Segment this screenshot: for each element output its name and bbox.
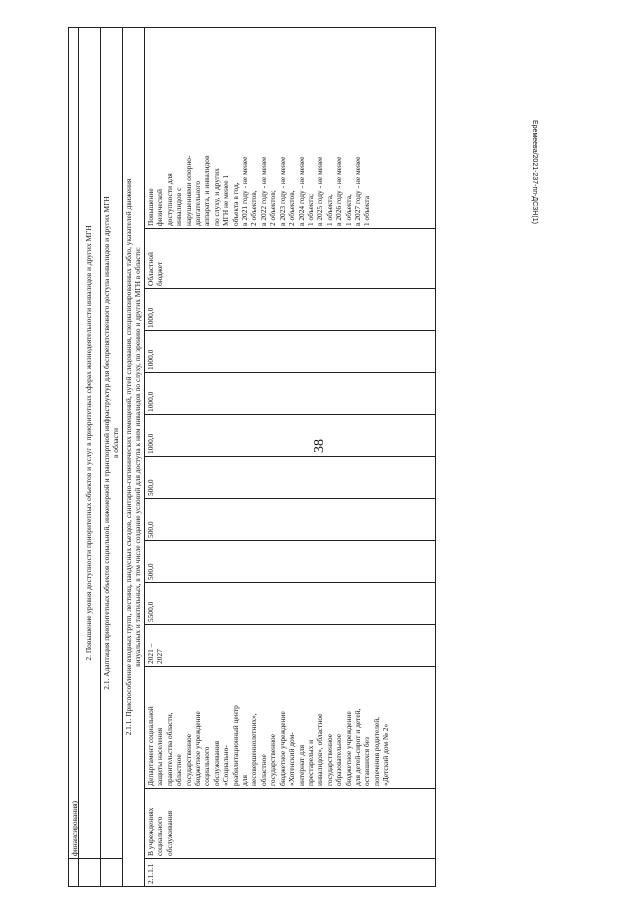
result-line: МГН не менее 1: [221, 174, 231, 226]
name-line: обслуживания: [164, 810, 174, 856]
executor-line: обслуживания: [211, 740, 221, 786]
row-executor: [145, 666, 435, 788]
executor-line: престарелых и: [305, 739, 315, 786]
executor-line: государственное: [324, 733, 334, 786]
document-code: Еремеева/2021-237-пп-ДСЗН(1): [531, 120, 538, 224]
executor-line: защиты населения: [155, 727, 165, 786]
result-line: двигательного: [193, 180, 203, 226]
section-row: [79, 28, 101, 886]
value-2027: 1000,0: [145, 288, 435, 330]
result-line: в 2024 году - не менее: [296, 156, 306, 226]
name-line: В учреждениях: [146, 807, 155, 856]
executor-line: попечения родителей,: [371, 716, 381, 786]
result-line: объекта в год,: [230, 182, 240, 226]
executor-line: для детей-сирот и детей,: [352, 708, 362, 786]
value-2022: 500,0: [145, 498, 435, 540]
value-2026: 1000,0: [145, 330, 435, 372]
executor-line: образовательное: [334, 733, 344, 786]
executor-line: «Социально-: [221, 745, 231, 786]
executor-line: инвалидов», областное: [315, 713, 325, 786]
executor-line: областное: [258, 754, 268, 786]
executor-line: бюджетное учреждение: [277, 711, 287, 786]
result-line: в 2026 году - не менее: [334, 156, 344, 226]
value-2025: 1000,0: [145, 372, 435, 414]
result-line: в 2025 году - не менее: [315, 156, 325, 226]
section-title: 2. Повышение уровня доступности приоритетных объектов и услуг в приоритетных сферах жизнедеятельности инвалидов и других МГН: [84, 225, 93, 661]
measure-row: [123, 28, 145, 886]
executor-line: правительства области,: [164, 712, 174, 786]
page-number: 38: [312, 439, 327, 453]
row-result: [145, 28, 435, 228]
financing-row: [69, 28, 79, 886]
executor-line: несовершеннолетних»,: [249, 713, 259, 786]
financing-cell: финансирования): [70, 800, 79, 856]
executor-line: «Хотенский дом-: [287, 732, 297, 786]
result-line: в 2021 году - не менее: [240, 156, 250, 226]
subsection-line-2: в области: [111, 427, 121, 459]
row-name: [145, 788, 435, 858]
subsection-title: [101, 28, 122, 858]
executor-line: «Детский дом № 2»: [381, 723, 391, 786]
row-code: 2.1.1.1: [145, 858, 435, 886]
result-line: 2 объектов,: [249, 190, 259, 226]
empty-code-cell: [79, 858, 100, 886]
result-line: нарушениями опорно-: [183, 155, 193, 226]
executor-line: областное: [174, 754, 184, 786]
executor-line: оставшихся без: [362, 737, 372, 786]
result-line: физической: [155, 189, 165, 226]
executor-line: государственное: [268, 733, 278, 786]
result-line: 1 объекта,: [324, 194, 334, 226]
result-line: по слуху, и других: [211, 168, 221, 226]
result-line: инвалидов с: [174, 187, 184, 226]
empty-code-cell: [101, 858, 122, 886]
executor-line: для: [240, 775, 250, 786]
value-2021: 500,0: [145, 540, 435, 582]
name-line: социального: [155, 816, 165, 856]
measure-line-2: визуальных и тактильных, в том числе создание условий для доступа к ним инвалидов по слуху, по зрению и других МГН в области:: [133, 247, 143, 667]
result-line: 2 объектов,: [287, 190, 297, 226]
period-line: 2027: [155, 649, 165, 664]
row-period: [145, 624, 435, 666]
measure-line-1: 2.1.1. Приспособление входных групп, лестниц, пандусных съездов, санитарно-гигиенических помещений, путей следования, специализированных табло, указателей движения: [124, 178, 133, 736]
value-2023: 500,0: [145, 456, 435, 498]
source-line: бюджет: [155, 261, 165, 286]
value-total: 5500,0: [145, 582, 435, 624]
result-line: в 2027 году - не менее: [352, 156, 362, 226]
source-line: Областной: [146, 252, 155, 286]
result-line: 2 объектов;: [268, 190, 278, 226]
result-line: в 2022 году - не менее: [258, 156, 268, 226]
result-line: 1 объекта,: [343, 194, 353, 226]
result-line: доступности для: [164, 173, 174, 226]
result-line: Повышение: [146, 188, 155, 226]
executor-line: интернат для: [296, 744, 306, 786]
subsection-line-1: 2.1. Адаптация приоритетных объектов социальной, инженерной и транспортной инфраструктур для беспрепятственного доступа инвалидов и других МГН: [102, 196, 111, 690]
executor-line: реабилитационный центр: [230, 705, 240, 786]
empty-code-cell: [69, 858, 78, 886]
executor-line: социального: [202, 746, 212, 786]
executor-line: бюджетное учреждение: [193, 711, 203, 786]
executor-line: государственное: [183, 733, 193, 786]
result-line: 1 объекта: [362, 195, 372, 226]
program-table: [68, 27, 436, 887]
result-line: в 2023 году - не менее: [277, 156, 287, 226]
value-2024: 1000,0: [145, 414, 435, 456]
executor-line: бюджетное учреждение: [343, 711, 353, 786]
executor-line: Департамент социальной: [146, 706, 155, 786]
row-source: [145, 228, 435, 288]
table-row: [145, 28, 435, 886]
measure-title: [123, 28, 144, 886]
subsection-row: [101, 28, 123, 886]
result-line: 1 объекта;: [305, 193, 315, 226]
period-line: 2021 –: [146, 643, 155, 664]
result-line: аппарата, и инвалидов: [202, 155, 212, 226]
